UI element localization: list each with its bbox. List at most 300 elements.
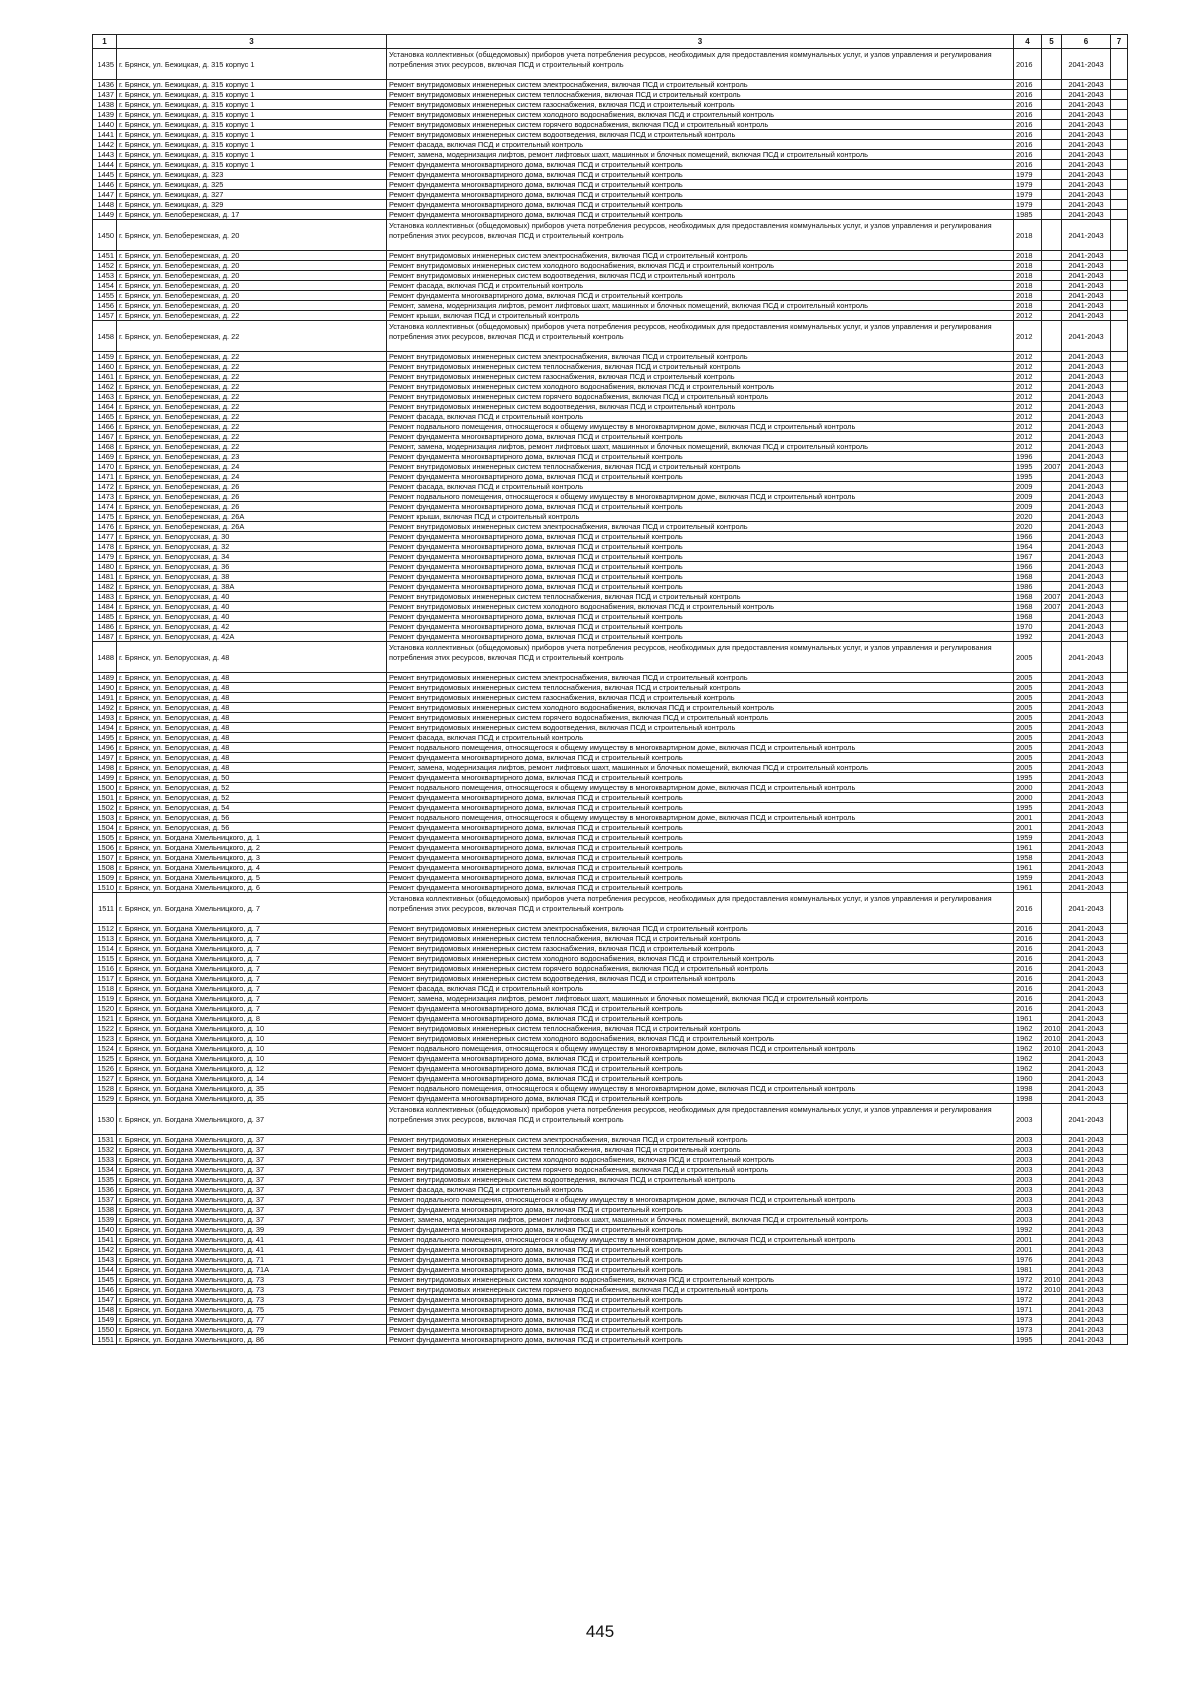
address-cell: г. Брянск, ул. Богдана Хмельницкого, д. 14: [117, 1074, 387, 1084]
year-built-cell: 2003: [1014, 1104, 1042, 1135]
table-row: [93, 130, 1128, 140]
table-row: [93, 944, 1128, 954]
year-built-cell: 2001: [1014, 813, 1042, 823]
repair-period-cell: 2041-2043: [1062, 1225, 1111, 1235]
repair-period-cell: 2041-2043: [1062, 301, 1111, 311]
address-cell: г. Брянск, ул. Белобережская, д. 22: [117, 382, 387, 392]
repair-period-cell: 2041-2043: [1062, 1195, 1111, 1205]
address-cell: г. Брянск, ул. Белобережская, д. 24: [117, 472, 387, 482]
table-row: [93, 592, 1128, 602]
work-type-cell: Установка коллективных (общедомовых) приборов учета потребления ресурсов, необходимых для предоставления коммунальных услуг, и узлов управления и регулирования потребления этих ресурсов, включая ПСД и строительный контроль: [387, 893, 1014, 924]
work-type-cell: Ремонт фундамента многоквартирного дома, включая ПСД и строительный контроль: [387, 532, 1014, 542]
work-type-cell: Ремонт, замена, модернизация лифтов, ремонт лифтовых шахт, машинных и блочных помещений, включая ПСД и строительный контроль: [387, 1215, 1014, 1225]
year-last-repair-cell: [1042, 422, 1062, 432]
repair-period-cell: 2041-2043: [1062, 1004, 1111, 1014]
repair-period-cell: 2041-2043: [1062, 632, 1111, 642]
year-last-repair-cell: [1042, 1185, 1062, 1195]
year-built-cell: 1962: [1014, 1064, 1042, 1074]
row-number-cell: 1550: [93, 1325, 117, 1335]
work-type-cell: Ремонт внутридомовых инженерных систем теплоснабжения, включая ПСД и строительный контроль: [387, 90, 1014, 100]
address-cell: г. Брянск, ул. Богдана Хмельницкого, д. 4: [117, 863, 387, 873]
table-row: [93, 321, 1128, 352]
table-row: [93, 352, 1128, 362]
address-cell: г. Брянск, ул. Белорусская, д. 50: [117, 773, 387, 783]
row-number-cell: 1509: [93, 873, 117, 883]
year-built-cell: 1986: [1014, 582, 1042, 592]
row-number-cell: 1537: [93, 1195, 117, 1205]
address-cell: г. Брянск, ул. Белобережская, д. 26: [117, 502, 387, 512]
table-row: [93, 673, 1128, 683]
table-row: [93, 763, 1128, 773]
table-row: [93, 301, 1128, 311]
row-number-cell: 1442: [93, 140, 117, 150]
note-cell: [1111, 954, 1128, 964]
year-last-repair-cell: [1042, 803, 1062, 813]
address-cell: г. Брянск, ул. Белобережская, д. 20: [117, 271, 387, 281]
row-number-cell: 1517: [93, 974, 117, 984]
year-last-repair-cell: [1042, 612, 1062, 622]
note-cell: [1111, 542, 1128, 552]
note-cell: [1111, 291, 1128, 301]
repair-period-cell: 2041-2043: [1062, 1175, 1111, 1185]
year-last-repair-cell: 2010: [1042, 1285, 1062, 1295]
repair-period-cell: 2041-2043: [1062, 352, 1111, 362]
year-built-cell: 2018: [1014, 301, 1042, 311]
table-row: [93, 1215, 1128, 1225]
work-type-cell: Ремонт внутридомовых инженерных систем водоотведения, включая ПСД и строительный контроль: [387, 130, 1014, 140]
repair-period-cell: 2041-2043: [1062, 944, 1111, 954]
work-type-cell: Ремонт внутридомовых инженерных систем газоснабжения, включая ПСД и строительный контроль: [387, 693, 1014, 703]
repair-period-cell: 2041-2043: [1062, 422, 1111, 432]
note-cell: [1111, 572, 1128, 582]
repair-period-cell: 2041-2043: [1062, 1094, 1111, 1104]
work-type-cell: Ремонт внутридомовых инженерных систем электроснабжения, включая ПСД и строительный контроль: [387, 352, 1014, 362]
repair-period-cell: 2041-2043: [1062, 120, 1111, 130]
repair-period-cell: 2041-2043: [1062, 1205, 1111, 1215]
capital-repair-table: [92, 34, 1128, 1345]
table-row: [93, 120, 1128, 130]
year-built-cell: 1973: [1014, 1325, 1042, 1335]
row-number-cell: 1526: [93, 1064, 117, 1074]
table-row: [93, 502, 1128, 512]
year-last-repair-cell: [1042, 1195, 1062, 1205]
row-number-cell: 1541: [93, 1235, 117, 1245]
row-number-cell: 1454: [93, 281, 117, 291]
row-number-cell: 1534: [93, 1165, 117, 1175]
year-last-repair-cell: [1042, 311, 1062, 321]
year-last-repair-cell: [1042, 1145, 1062, 1155]
year-built-cell: 2000: [1014, 783, 1042, 793]
table-row: [93, 110, 1128, 120]
year-built-cell: 1979: [1014, 200, 1042, 210]
note-cell: [1111, 90, 1128, 100]
row-number-cell: 1483: [93, 592, 117, 602]
repair-period-cell: 2041-2043: [1062, 160, 1111, 170]
table-row: [93, 200, 1128, 210]
address-cell: г. Брянск, ул. Богдана Хмельницкого, д. 7: [117, 893, 387, 924]
repair-period-cell: 2041-2043: [1062, 512, 1111, 522]
address-cell: г. Брянск, ул. Белобережская, д. 17: [117, 210, 387, 220]
year-last-repair-cell: [1042, 582, 1062, 592]
row-number-cell: 1445: [93, 170, 117, 180]
year-last-repair-cell: [1042, 1175, 1062, 1185]
year-last-repair-cell: [1042, 482, 1062, 492]
work-type-cell: Ремонт фундамента многоквартирного дома, включая ПСД и строительный контроль: [387, 200, 1014, 210]
year-last-repair-cell: [1042, 362, 1062, 372]
note-cell: [1111, 984, 1128, 994]
note-cell: [1111, 130, 1128, 140]
repair-period-cell: 2041-2043: [1062, 572, 1111, 582]
work-type-cell: Ремонт внутридомовых инженерных систем электроснабжения, включая ПСД и строительный контроль: [387, 673, 1014, 683]
work-type-cell: Ремонт подвального помещения, относящегося к общему имуществу в многоквартирном доме, включая ПСД и строительный контроль: [387, 813, 1014, 823]
repair-period-cell: 2041-2043: [1062, 974, 1111, 984]
table-row: [93, 150, 1128, 160]
repair-period-cell: 2041-2043: [1062, 502, 1111, 512]
address-cell: г. Брянск, ул. Богдана Хмельницкого, д. 37: [117, 1104, 387, 1135]
row-number-cell: 1544: [93, 1265, 117, 1275]
work-type-cell: Ремонт внутридомовых инженерных систем теплоснабжения, включая ПСД и строительный контроль: [387, 362, 1014, 372]
year-last-repair-cell: [1042, 291, 1062, 301]
note-cell: [1111, 382, 1128, 392]
repair-period-cell: 2041-2043: [1062, 1034, 1111, 1044]
year-last-repair-cell: [1042, 823, 1062, 833]
note-cell: [1111, 452, 1128, 462]
row-number-cell: 1444: [93, 160, 117, 170]
address-cell: г. Брянск, ул. Белобережская, д. 22: [117, 372, 387, 382]
year-built-cell: 2016: [1014, 80, 1042, 90]
address-cell: г. Брянск, ул. Белобережская, д. 22: [117, 432, 387, 442]
year-last-repair-cell: [1042, 813, 1062, 823]
year-built-cell: 1995: [1014, 773, 1042, 783]
row-number-cell: 1437: [93, 90, 117, 100]
year-built-cell: 2016: [1014, 893, 1042, 924]
table-row: [93, 1195, 1128, 1205]
work-type-cell: Ремонт внутридомовых инженерных систем теплоснабжения, включая ПСД и строительный контроль: [387, 1024, 1014, 1034]
note-cell: [1111, 773, 1128, 783]
year-built-cell: 1961: [1014, 1014, 1042, 1024]
table-row: [93, 492, 1128, 502]
work-type-cell: Ремонт фасада, включая ПСД и строительный контроль: [387, 733, 1014, 743]
year-built-cell: 1992: [1014, 1225, 1042, 1235]
year-last-repair-cell: [1042, 442, 1062, 452]
year-built-cell: 2003: [1014, 1215, 1042, 1225]
year-built-cell: 2012: [1014, 442, 1042, 452]
year-last-repair-cell: [1042, 984, 1062, 994]
address-cell: г. Брянск, ул. Белорусская, д. 48: [117, 693, 387, 703]
year-last-repair-cell: [1042, 492, 1062, 502]
year-built-cell: 2016: [1014, 120, 1042, 130]
repair-period-cell: 2041-2043: [1062, 1335, 1111, 1345]
year-built-cell: 2012: [1014, 412, 1042, 422]
row-number-cell: 1538: [93, 1205, 117, 1215]
work-type-cell: Ремонт фундамента многоквартирного дома, включая ПСД и строительный контроль: [387, 190, 1014, 200]
address-cell: г. Брянск, ул. Бежицкая, д. 315 корпус 1: [117, 90, 387, 100]
year-built-cell: 2005: [1014, 763, 1042, 773]
address-cell: г. Брянск, ул. Белобережская, д. 26А: [117, 522, 387, 532]
year-last-repair-cell: 2007: [1042, 602, 1062, 612]
address-cell: г. Брянск, ул. Белорусская, д. 48: [117, 703, 387, 713]
note-cell: [1111, 833, 1128, 843]
table-row: [93, 833, 1128, 843]
year-built-cell: 2009: [1014, 482, 1042, 492]
repair-period-cell: 2041-2043: [1062, 1165, 1111, 1175]
table-row: [93, 552, 1128, 562]
year-last-repair-cell: [1042, 110, 1062, 120]
note-cell: [1111, 924, 1128, 934]
work-type-cell: Ремонт фундамента многоквартирного дома, включая ПСД и строительный контроль: [387, 753, 1014, 763]
note-cell: [1111, 352, 1128, 362]
row-number-cell: 1495: [93, 733, 117, 743]
note-cell: [1111, 632, 1128, 642]
table-row: [93, 733, 1128, 743]
year-built-cell: 2016: [1014, 934, 1042, 944]
year-built-cell: 1972: [1014, 1285, 1042, 1295]
note-cell: [1111, 1014, 1128, 1024]
work-type-cell: Ремонт фасада, включая ПСД и строительный контроль: [387, 1185, 1014, 1195]
work-type-cell: Ремонт внутридомовых инженерных систем электроснабжения, включая ПСД и строительный контроль: [387, 1135, 1014, 1145]
table-row: [93, 220, 1128, 251]
year-last-repair-cell: [1042, 713, 1062, 723]
note-cell: [1111, 522, 1128, 532]
year-built-cell: 1968: [1014, 612, 1042, 622]
table-row: [93, 482, 1128, 492]
year-last-repair-cell: [1042, 1235, 1062, 1245]
address-cell: г. Брянск, ул. Бежицкая, д. 315 корпус 1: [117, 110, 387, 120]
year-built-cell: 2018: [1014, 281, 1042, 291]
note-cell: [1111, 1145, 1128, 1155]
row-number-cell: 1512: [93, 924, 117, 934]
table-row: [93, 622, 1128, 632]
note-cell: [1111, 964, 1128, 974]
work-type-cell: Ремонт внутридомовых инженерных систем холодного водоснабжения, включая ПСД и строительный контроль: [387, 110, 1014, 120]
address-cell: г. Брянск, ул. Богдана Хмельницкого, д. 37: [117, 1215, 387, 1225]
year-last-repair-cell: 2007: [1042, 462, 1062, 472]
repair-period-cell: 2041-2043: [1062, 783, 1111, 793]
row-number-cell: 1459: [93, 352, 117, 362]
table-row: [93, 140, 1128, 150]
year-built-cell: 1961: [1014, 843, 1042, 853]
table-row: [93, 1185, 1128, 1195]
table-row: [93, 542, 1128, 552]
header-row: [93, 35, 1128, 49]
repair-period-cell: 2041-2043: [1062, 622, 1111, 632]
year-built-cell: 2005: [1014, 733, 1042, 743]
address-cell: г. Брянск, ул. Белорусская, д. 48: [117, 733, 387, 743]
work-type-cell: Ремонт внутридомовых инженерных систем электроснабжения, включая ПСД и строительный контроль: [387, 251, 1014, 261]
work-type-cell: Ремонт внутридомовых инженерных систем электроснабжения, включая ПСД и строительный контроль: [387, 80, 1014, 90]
address-cell: г. Брянск, ул. Белорусская, д. 34: [117, 552, 387, 562]
address-cell: г. Брянск, ул. Богдана Хмельницкого, д. 37: [117, 1135, 387, 1145]
note-cell: [1111, 1064, 1128, 1074]
year-last-repair-cell: [1042, 733, 1062, 743]
repair-period-cell: 2041-2043: [1062, 362, 1111, 372]
work-type-cell: Ремонт фундамента многоквартирного дома, включая ПСД и строительный контроль: [387, 883, 1014, 893]
year-last-repair-cell: [1042, 80, 1062, 90]
row-number-cell: 1488: [93, 642, 117, 673]
year-last-repair-cell: [1042, 954, 1062, 964]
row-number-cell: 1487: [93, 632, 117, 642]
repair-period-cell: 2041-2043: [1062, 683, 1111, 693]
year-built-cell: 2016: [1014, 110, 1042, 120]
year-built-cell: 1972: [1014, 1275, 1042, 1285]
table-row: [93, 703, 1128, 713]
work-type-cell: Ремонт фундамента многоквартирного дома, включая ПСД и строительный контроль: [387, 1325, 1014, 1335]
row-number-cell: 1528: [93, 1084, 117, 1094]
year-last-repair-cell: [1042, 120, 1062, 130]
address-cell: г. Брянск, ул. Богдана Хмельницкого, д. 10: [117, 1034, 387, 1044]
note-cell: [1111, 602, 1128, 612]
repair-period-cell: 2041-2043: [1062, 853, 1111, 863]
year-last-repair-cell: [1042, 1054, 1062, 1064]
address-cell: г. Брянск, ул. Бежицкая, д. 329: [117, 200, 387, 210]
row-number-cell: 1546: [93, 1285, 117, 1295]
repair-period-cell: 2041-2043: [1062, 893, 1111, 924]
year-last-repair-cell: [1042, 49, 1062, 80]
address-cell: г. Брянск, ул. Белобережская, д. 20: [117, 251, 387, 261]
work-type-cell: Ремонт внутридомовых инженерных систем холодного водоснабжения, включая ПСД и строительный контроль: [387, 703, 1014, 713]
work-type-cell: Ремонт внутридомовых инженерных систем теплоснабжения, включая ПСД и строительный контроль: [387, 592, 1014, 602]
year-built-cell: 1979: [1014, 180, 1042, 190]
table-row: [93, 402, 1128, 412]
address-cell: г. Брянск, ул. Бежицкая, д. 315 корпус 1: [117, 150, 387, 160]
year-built-cell: 2009: [1014, 502, 1042, 512]
table-row: [93, 190, 1128, 200]
repair-period-cell: 2041-2043: [1062, 1305, 1111, 1315]
address-cell: г. Брянск, ул. Богдана Хмельницкого, д. 35: [117, 1094, 387, 1104]
address-cell: г. Брянск, ул. Белорусская, д. 30: [117, 532, 387, 542]
work-type-cell: Ремонт фундамента многоквартирного дома, включая ПСД и строительный контроль: [387, 1054, 1014, 1064]
work-type-cell: Ремонт фундамента многоквартирного дома, включая ПСД и строительный контроль: [387, 1094, 1014, 1104]
repair-period-cell: 2041-2043: [1062, 954, 1111, 964]
row-number-cell: 1474: [93, 502, 117, 512]
year-last-repair-cell: [1042, 140, 1062, 150]
year-last-repair-cell: [1042, 693, 1062, 703]
year-last-repair-cell: [1042, 753, 1062, 763]
work-type-cell: Ремонт фундамента многоквартирного дома, включая ПСД и строительный контроль: [387, 291, 1014, 301]
table-row: [93, 632, 1128, 642]
repair-period-cell: 2041-2043: [1062, 170, 1111, 180]
year-built-cell: 2012: [1014, 382, 1042, 392]
address-cell: г. Брянск, ул. Белорусская, д. 42А: [117, 632, 387, 642]
row-number-cell: 1539: [93, 1215, 117, 1225]
note-cell: [1111, 1044, 1128, 1054]
note-cell: [1111, 994, 1128, 1004]
repair-period-cell: 2041-2043: [1062, 763, 1111, 773]
year-built-cell: 2005: [1014, 713, 1042, 723]
repair-period-cell: 2041-2043: [1062, 140, 1111, 150]
year-last-repair-cell: [1042, 271, 1062, 281]
work-type-cell: Ремонт фундамента многоквартирного дома, включая ПСД и строительный контроль: [387, 452, 1014, 462]
work-type-cell: Ремонт подвального помещения, относящегося к общему имуществу в многоквартирном доме, включая ПСД и строительный контроль: [387, 492, 1014, 502]
repair-period-cell: 2041-2043: [1062, 1064, 1111, 1074]
repair-period-cell: 2041-2043: [1062, 673, 1111, 683]
table-row: [93, 873, 1128, 883]
year-last-repair-cell: [1042, 572, 1062, 582]
table-row: [93, 180, 1128, 190]
work-type-cell: Ремонт фундамента многоквартирного дома, включая ПСД и строительный контроль: [387, 1225, 1014, 1235]
repair-period-cell: 2041-2043: [1062, 984, 1111, 994]
note-cell: [1111, 492, 1128, 502]
repair-period-cell: 2041-2043: [1062, 733, 1111, 743]
note-cell: [1111, 251, 1128, 261]
address-cell: г. Брянск, ул. Бежицкая, д. 315 корпус 1: [117, 120, 387, 130]
year-built-cell: 2003: [1014, 1205, 1042, 1215]
note-cell: [1111, 893, 1128, 924]
address-cell: г. Брянск, ул. Богдана Хмельницкого, д. 37: [117, 1175, 387, 1185]
year-last-repair-cell: [1042, 994, 1062, 1004]
row-number-cell: 1481: [93, 572, 117, 582]
row-number-cell: 1551: [93, 1335, 117, 1345]
repair-period-cell: 2041-2043: [1062, 1245, 1111, 1255]
header-cell: 6: [1062, 35, 1111, 49]
address-cell: г. Брянск, ул. Белорусская, д. 54: [117, 803, 387, 813]
repair-period-cell: 2041-2043: [1062, 612, 1111, 622]
table-row: [93, 362, 1128, 372]
address-cell: г. Брянск, ул. Богдана Хмельницкого, д. 37: [117, 1145, 387, 1155]
repair-period-cell: 2041-2043: [1062, 1084, 1111, 1094]
year-last-repair-cell: 2010: [1042, 1275, 1062, 1285]
note-cell: [1111, 1054, 1128, 1064]
table-row: [93, 1034, 1128, 1044]
address-cell: г. Брянск, ул. Богдана Хмельницкого, д. 73: [117, 1285, 387, 1295]
table-row: [93, 1024, 1128, 1034]
table-row: [93, 281, 1128, 291]
table-row: [93, 1064, 1128, 1074]
note-cell: [1111, 502, 1128, 512]
note-cell: [1111, 612, 1128, 622]
table-row: [93, 1104, 1128, 1135]
table-row: [93, 432, 1128, 442]
note-cell: [1111, 1104, 1128, 1135]
year-built-cell: 2016: [1014, 160, 1042, 170]
row-number-cell: 1548: [93, 1305, 117, 1315]
address-cell: г. Брянск, ул. Белорусская, д. 48: [117, 713, 387, 723]
note-cell: [1111, 372, 1128, 382]
row-number-cell: 1472: [93, 482, 117, 492]
year-built-cell: 1962: [1014, 1034, 1042, 1044]
row-number-cell: 1502: [93, 803, 117, 813]
table-row: [93, 1225, 1128, 1235]
row-number-cell: 1491: [93, 693, 117, 703]
row-number-cell: 1475: [93, 512, 117, 522]
address-cell: г. Брянск, ул. Бежицкая, д. 315 корпус 1: [117, 130, 387, 140]
work-type-cell: Ремонт фундамента многоквартирного дома, включая ПСД и строительный контроль: [387, 542, 1014, 552]
note-cell: [1111, 863, 1128, 873]
table-row: [93, 984, 1128, 994]
repair-period-cell: 2041-2043: [1062, 703, 1111, 713]
row-number-cell: 1531: [93, 1135, 117, 1145]
table-row: [93, 1084, 1128, 1094]
address-cell: г. Брянск, ул. Белобережская, д. 20: [117, 281, 387, 291]
header-cell: 1: [93, 35, 117, 49]
year-last-repair-cell: [1042, 160, 1062, 170]
table-row: [93, 512, 1128, 522]
address-cell: г. Брянск, ул. Белорусская, д. 52: [117, 793, 387, 803]
note-cell: [1111, 1335, 1128, 1345]
year-built-cell: 1966: [1014, 532, 1042, 542]
year-built-cell: 2003: [1014, 1145, 1042, 1155]
work-type-cell: Ремонт, замена, модернизация лифтов, ремонт лифтовых шахт, машинных и блочных помещений, включая ПСД и строительный контроль: [387, 150, 1014, 160]
address-cell: г. Брянск, ул. Белобережская, д. 22: [117, 442, 387, 452]
note-cell: [1111, 743, 1128, 753]
year-last-repair-cell: [1042, 1094, 1062, 1104]
address-cell: г. Брянск, ул. Богдана Хмельницкого, д. 7: [117, 944, 387, 954]
note-cell: [1111, 883, 1128, 893]
work-type-cell: Ремонт внутридомовых инженерных систем холодного водоснабжения, включая ПСД и строительный контроль: [387, 1155, 1014, 1165]
note-cell: [1111, 150, 1128, 160]
note-cell: [1111, 793, 1128, 803]
row-number-cell: 1477: [93, 532, 117, 542]
